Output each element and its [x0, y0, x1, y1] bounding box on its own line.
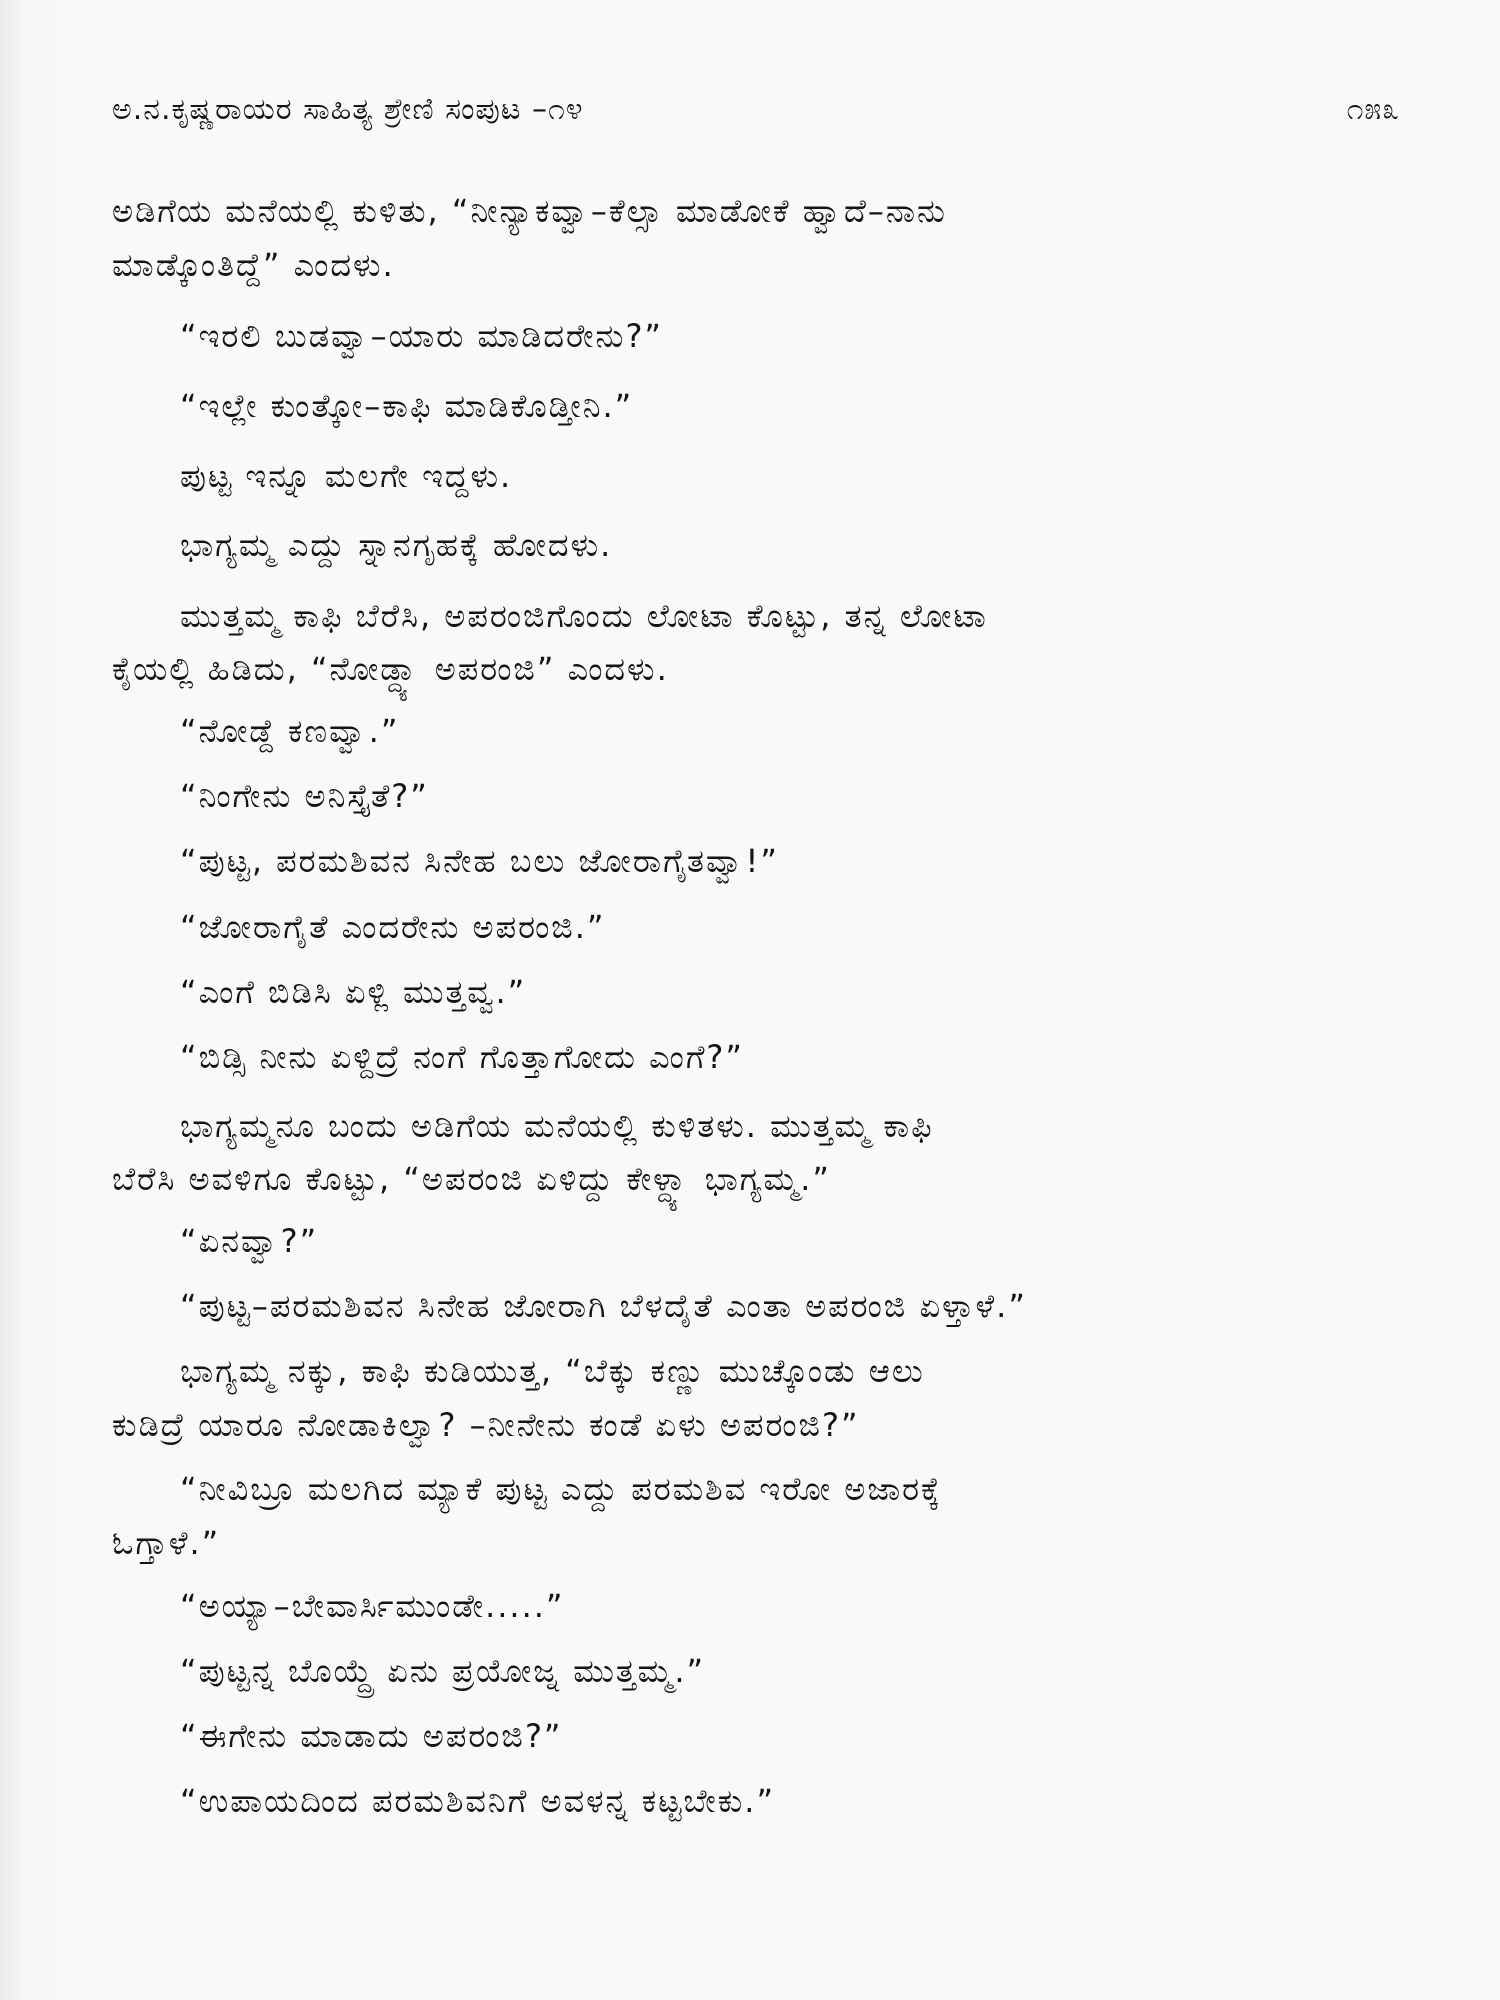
dialogue-line: “ನೀವಿಬ್ರೂ ಮಲಗಿದ ಮ್ಯಾಕೆ ಪುಟ್ಟ ಎದ್ದು ಪರಮಶಿವ ಇರೋ ಅಜಾರಕ್ಕೆ — [180, 1470, 942, 1508]
dialogue-line: “ಬಿಡ್ಸಿ ನೀನು ಏಳ್ದಿದ್ರೆ ನಂಗೆ ಗೊತ್ತಾಗೋದು ಎಂಗೆ?” — [180, 1038, 744, 1076]
paragraph-line: ಓಗ್ತಾಳೆ.” — [112, 1524, 221, 1562]
paragraph-line: ಅಡಿಗೆಯ ಮನೆಯಲ್ಲಿ ಕುಳಿತು, “ನೀನ್ಯಾಕವ್ವಾ–ಕೆಲ್ಸಾ ಮಾಡೋಕೆ ಹ್ವಾದೆ–ನಾನು — [112, 192, 947, 230]
dialogue-line: “ಪುಟ್ಟ–ಪರಮಶಿವನ ಸಿನೇಹ ಜೋರಾಗಿ ಬೆಳದೈತೆ ಎಂತಾ ಅಪರಂಜಿ ಏಳ್ತಾಳೆ.” — [180, 1287, 1027, 1325]
dialogue-line: “ಜೋರಾಗೈತೆ ಎಂದರೇನು ಅಪರಂಜಿ.” — [180, 908, 606, 946]
paragraph-line: ಬೆರೆಸಿ ಅವಳಿಗೂ ಕೊಟ್ಟು, “ಅಪರಂಜಿ ಏಳಿದ್ದು ಕೇಳ್ದ್ಯಾ ಭಾಗ್ಯಮ್ಮ.” — [112, 1160, 831, 1198]
dialogue-line: “ಅಯ್ಯಾ–ಬೇವಾರ್ಸಿಮುಂಡೇ.....” — [180, 1587, 565, 1625]
paragraph-line: ಕುಡಿದ್ರೆ ಯಾರೂ ನೋಡಾಕಿಲ್ವಾ? –ನೀನೇನು ಕಂಡೆ ಏಳು ಅಪರಂಜಿ?” — [112, 1406, 860, 1444]
dialogue-line: “ಏನವ್ವಾ?” — [180, 1222, 319, 1260]
dialogue-line: “ಇರಲಿ ಬುಡವ್ವಾ–ಯಾರು ಮಾಡಿದರೇನು?” — [180, 317, 664, 355]
dialogue-line: “ನಿಂಗೇನು ಅನಿಸ್ತೈತೆ?” — [180, 777, 429, 815]
dialogue-line: “ಎಂಗೆ ಬಿಡಿಸಿ ಏಳ್ಲಿ ಮುತ್ತವ್ವ.” — [180, 973, 527, 1011]
dialogue-line: “ಪುಟ್ಟ, ಪರಮಶಿವನ ಸಿನೇಹ ಬಲು ಜೋರಾಗೈತವ್ವಾ!” — [180, 842, 779, 880]
dialogue-line: “ಇಲ್ಲೇ ಕುಂತ್ಕೋ–ಕಾಫಿ ಮಾಡಿಕೊಡ್ತೀನಿ.” — [180, 387, 634, 425]
paragraph-line: ಭಾಗ್ಯಮ್ಮ ಎದ್ದು ಸ್ನಾನಗೃಹಕ್ಕೆ ಹೋದಳು. — [180, 526, 613, 564]
paragraph-line: ಭಾಗ್ಯಮ್ಮನೂ ಬಂದು ಅಡಿಗೆಯ ಮನೆಯಲ್ಲಿ ಕುಳಿತಳು. ಮುತ್ತಮ್ಮ ಕಾಫಿ — [180, 1107, 934, 1145]
paragraph-line: ಭಾಗ್ಯಮ್ಮ ನಕ್ಕು, ಕಾಫಿ ಕುಡಿಯುತ್ತ, “ಬೆಕ್ಕು ಕಣ್ಣು ಮುಚ್ಕೊಂಡು ಆಲು — [180, 1352, 925, 1390]
page-header — [112, 92, 1400, 142]
paragraph-line: ಮಾಡ್ಕೊಂತಿದ್ದೆ” ಎಂದಳು. — [112, 246, 395, 284]
page-number: ೧೫೩ — [1346, 92, 1400, 127]
paragraph-line: ಕೈಯಲ್ಲಿ ಹಿಡಿದು, “ನೋಡ್ದ್ಯಾ ಅಪರಂಜಿ” ಎಂದಳು. — [112, 650, 669, 688]
paragraph-line: ಮುತ್ತಮ್ಮ ಕಾಫಿ ಬೆರೆಸಿ, ಅಪರಂಜಿಗೊಂದು ಲೋಟಾ ಕೊಟ್ಟು, ತನ್ನ ಲೋಟಾ — [180, 597, 988, 635]
paragraph-line: ಪುಟ್ಟ ಇನ್ನೂ ಮಲಗೇ ಇದ್ದಳು. — [180, 457, 513, 495]
dialogue-line: “ನೋಡ್ದೆ ಕಣವ್ವಾ.” — [180, 712, 400, 750]
dialogue-line: “ಈಗೇನು ಮಾಡಾದು ಅಪರಂಜಿ?” — [180, 1717, 563, 1755]
dialogue-line: “ಉಪಾಯದಿಂದ ಪರಮಶಿವನಿಗೆ ಅವಳನ್ನ ಕಟ್ಟಬೇಕು.” — [180, 1782, 776, 1820]
dialogue-line: “ಪುಟ್ಟನ್ನ ಬೊಯ್ದ್ರೆ ಏನು ಪ್ರಯೋಜ್ನ ಮುತ್ತಮ್ಮ.” — [180, 1652, 706, 1690]
running-title: ಅ.ನ.ಕೃಷ್ಣರಾಯರ ಸಾಹಿತ್ಯ ಶ್ರೇಣಿ ಸಂಪುಟ –೧೪ — [112, 92, 584, 127]
